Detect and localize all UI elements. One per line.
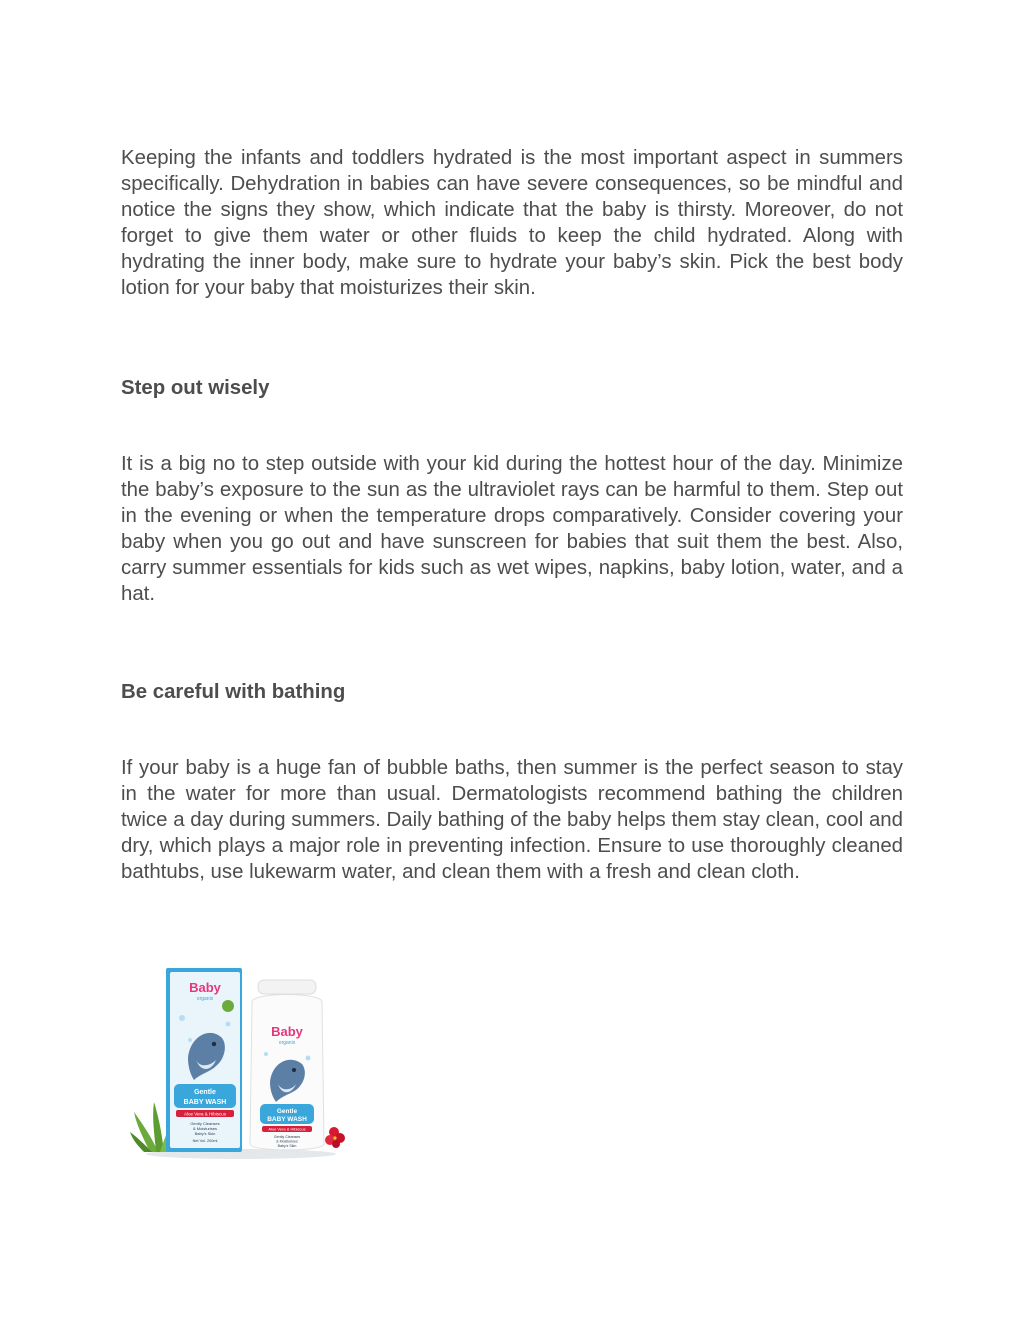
hibiscus-flower-icon — [325, 1127, 345, 1148]
bottle-brand: Baby — [271, 1024, 303, 1039]
baby-wash-box — [166, 968, 242, 1152]
box-name-line2: BABY WASH — [183, 1099, 227, 1106]
baby-wash-product-image — [130, 962, 352, 1162]
bottle-claim-line2: & Moisturises — [276, 1139, 298, 1144]
bottle-name-line1: Gentle — [276, 1108, 298, 1115]
box-claim-line3: Baby's Skin — [194, 1131, 216, 1136]
bottle-cap — [258, 980, 316, 994]
box-brand: Baby — [189, 980, 221, 995]
box-volume: Net Vol. 200ml — [192, 1139, 218, 1143]
baby-wash-bottle — [250, 980, 324, 1150]
box-variant: Aloe Vera & Hibiscus — [183, 1111, 227, 1117]
box-claim-line1: Gently Cleanses — [190, 1121, 220, 1126]
box-name-line1: Gentle — [194, 1089, 216, 1096]
bottle-claim-line1: Gently Cleanses — [273, 1135, 301, 1139]
section-heading-step-out: Step out wisely — [121, 377, 270, 399]
badge-icon — [222, 1000, 234, 1012]
bottle-variant: Aloe Vera & Hibiscus — [268, 1126, 306, 1132]
box-claim-line2: & Moisturises — [192, 1126, 218, 1131]
step-out-paragraph: It is a big no to step outside with your kid during the hottest hour of the day. Minimize the baby’s exposure to the sun as the ultraviolet rays can be harmful to them. Step out in the evening or when the temperature drops comparatively. Consider covering your baby when you go out and have sunscreen for babies that suit them the best. Also, carry summer essentials for kids such as wet wipes, napkins, baby lotion, water, and a hat. — [121, 453, 903, 605]
product-illustration — [130, 962, 352, 1162]
bottle-claim-line3: Baby's Skin — [277, 1144, 297, 1148]
bottle-brand-sub: organix — [278, 1040, 296, 1046]
intro-paragraph: Keeping the infants and toddlers hydrated is the most important aspect in summers specifically. Dehydration in babies can have severe consequences, so be mindful and notice the signs they show, which indicate that the baby is thirsty. Moreover, do not forget to give them water or other fluids to keep the child hydrated. Along with hydrating the inner body, make sure to hydrate your baby’s skin. Pick the best body lotion for your baby that moisturizes their skin. — [121, 147, 903, 299]
bathing-paragraph: If your baby is a huge fan of bubble baths, then summer is the perfect season to stay in the water for more than usual. Dermatologists recommend bathing the children twice a day during summers. Daily bathing of the baby helps them stay clean, cool and dry, which plays a major role in preventing infection. Ensure to use thoroughly cleaned bathtubs, use lukewarm water, and clean them with a fresh and clean cloth. — [121, 757, 903, 883]
box-brand-sub: organix — [196, 996, 214, 1002]
section-heading-bathing: Be careful with bathing — [121, 681, 346, 703]
bottle-name-line2: BABY WASH — [267, 1116, 307, 1123]
